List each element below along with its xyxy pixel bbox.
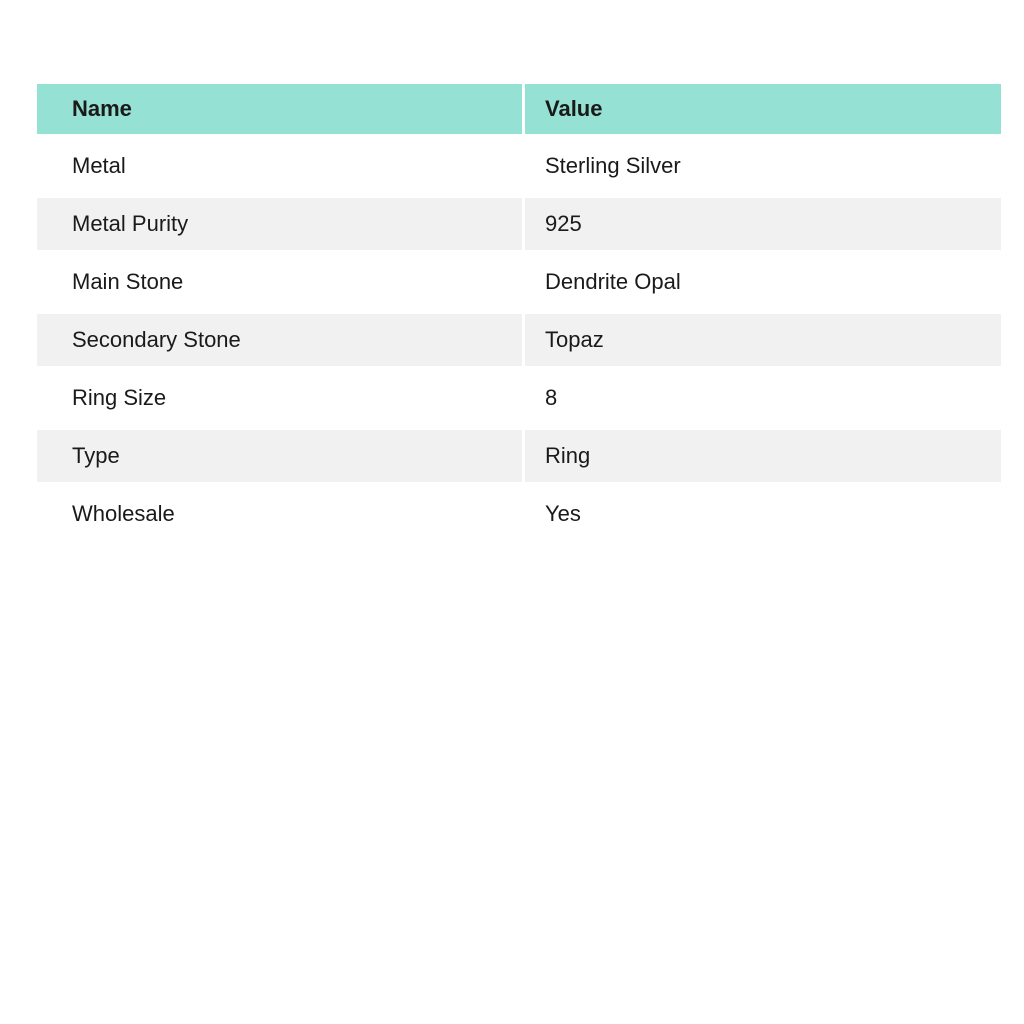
header-cell-value: Value xyxy=(525,84,1001,134)
header-row xyxy=(37,84,1001,134)
attribute-value-cell: 8 xyxy=(525,372,1001,424)
attribute-value-cell: Topaz xyxy=(525,314,1001,366)
table-row xyxy=(37,372,1001,424)
attribute-name-cell: Metal Purity xyxy=(37,198,522,250)
attribute-name-cell: Wholesale xyxy=(37,488,522,540)
attribute-value-cell: Dendrite Opal xyxy=(525,256,1001,308)
table-row xyxy=(37,430,1001,482)
header-cell-name: Name xyxy=(37,84,522,134)
table-row xyxy=(37,488,1001,540)
attribute-value-cell: 925 xyxy=(525,198,1001,250)
attribute-value-cell: Ring xyxy=(525,430,1001,482)
attributes-table xyxy=(34,78,1004,546)
attribute-name-cell: Secondary Stone xyxy=(37,314,522,366)
attribute-value-cell: Sterling Silver xyxy=(525,140,1001,192)
attribute-name-cell: Main Stone xyxy=(37,256,522,308)
table-row xyxy=(37,140,1001,192)
attribute-name-cell: Ring Size xyxy=(37,372,522,424)
attribute-name-cell: Metal xyxy=(37,140,522,192)
table-header xyxy=(37,84,1001,134)
attribute-value-cell: Yes xyxy=(525,488,1001,540)
table-body xyxy=(37,140,1001,540)
table-row xyxy=(37,256,1001,308)
attributes-table-container xyxy=(34,78,1004,546)
table-row xyxy=(37,314,1001,366)
table-row xyxy=(37,198,1001,250)
attribute-name-cell: Type xyxy=(37,430,522,482)
